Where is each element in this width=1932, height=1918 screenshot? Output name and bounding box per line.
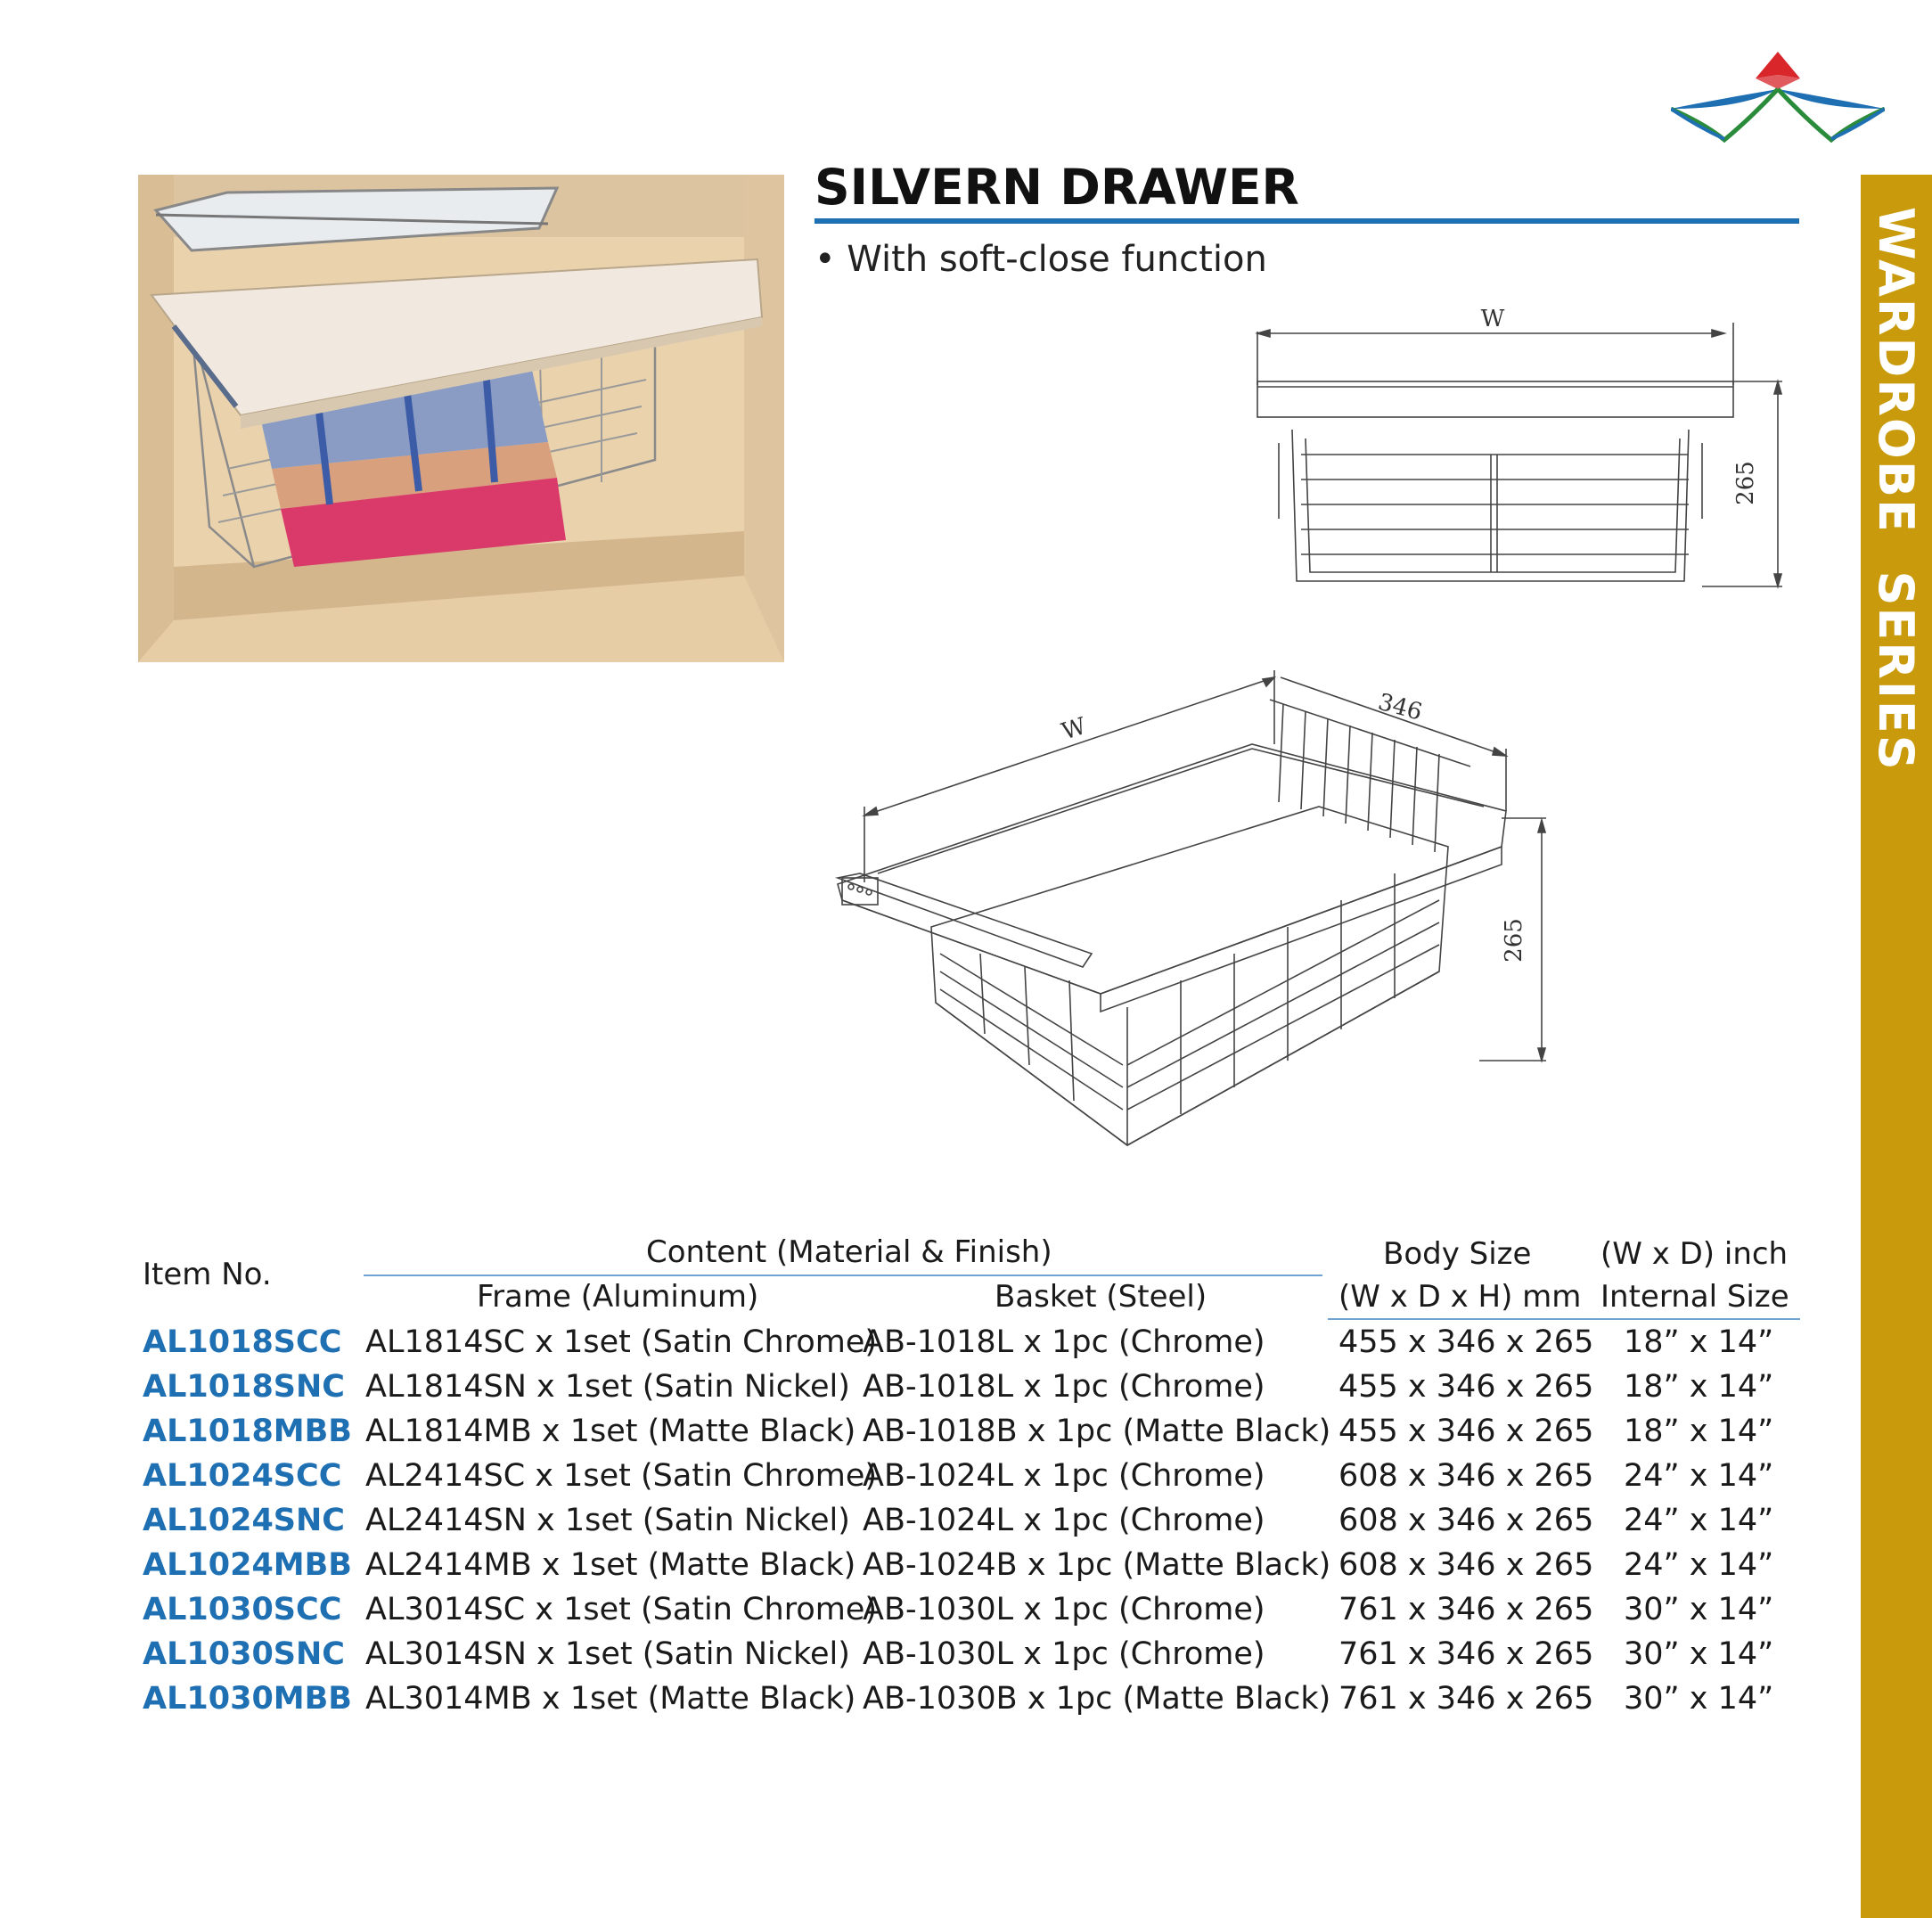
body-size-cell: 455 x 346 x 265 [1338,1414,1594,1449]
table-row [0,1365,1800,1409]
table-row [0,1320,1800,1365]
header-basket: Basket (Steel) [995,1279,1208,1315]
feature-bullet: • With soft-close function [815,239,1267,280]
item-number-cell: AL1018MBB [143,1414,352,1449]
body-size-cell: 761 x 346 x 265 [1338,1636,1594,1672]
basket-cell: AB-1030B x 1pc (Matte Black) [863,1681,1331,1717]
internal-size-cell: 18” x 14” [1624,1414,1774,1449]
header-item-no: Item No. [143,1257,272,1292]
body-size-cell: 608 x 346 x 265 [1338,1458,1594,1494]
frame-cell: AL3014SC x 1set (Satin Chrome) [365,1592,878,1627]
title-underline [815,218,1799,224]
basket-cell: AB-1024B x 1pc (Matte Black) [863,1547,1331,1583]
front-width-label: W [1480,306,1505,332]
item-number-cell: AL1024MBB [143,1547,352,1583]
basket-cell: AB-1030L x 1pc (Chrome) [863,1636,1265,1672]
basket-cell: AB-1018B x 1pc (Matte Black) [863,1414,1331,1449]
table-row [0,1498,1800,1543]
internal-size-cell: 24” x 14” [1624,1503,1774,1538]
body-size-cell: 455 x 346 x 265 [1338,1324,1594,1360]
frame-cell: AL3014MB x 1set (Matte Black) [365,1681,856,1717]
basket-cell: AB-1018L x 1pc (Chrome) [863,1369,1265,1405]
internal-size-cell: 24” x 14” [1624,1458,1774,1494]
basket-cell: AB-1030L x 1pc (Chrome) [863,1592,1265,1627]
basket-cell: AB-1024L x 1pc (Chrome) [863,1503,1265,1538]
internal-size-cell: 30” x 14” [1624,1636,1774,1672]
table-row [0,1409,1800,1454]
header-internal-size: Internal Size [1600,1279,1789,1315]
header-body-size-unit: (W x D x H) mm [1338,1279,1582,1315]
header-body-size: Body Size [1383,1236,1532,1272]
item-number-cell: AL1030SNC [143,1636,345,1672]
item-number-cell: AL1018SCC [143,1324,342,1360]
table-row [0,1587,1800,1632]
series-side-band [1861,175,1932,1918]
series-label: WARDROBE SERIES [1868,207,1924,772]
iso-width-label: W [1058,712,1090,746]
frame-cell: AL2414MB x 1set (Matte Black) [365,1547,856,1583]
basket-cell: AB-1018L x 1pc (Chrome) [863,1324,1265,1360]
frame-cell: AL1814SC x 1set (Satin Chrome) [365,1324,878,1360]
table-row [0,1543,1800,1587]
product-photo [138,175,784,662]
item-number-cell: AL1018SNC [143,1369,345,1405]
item-number-cell: AL1030SCC [143,1592,342,1627]
body-size-cell: 608 x 346 x 265 [1338,1547,1594,1583]
item-number-cell: AL1024SCC [143,1458,342,1494]
item-number-cell: AL1024SNC [143,1503,345,1538]
front-height-label: 265 [1732,461,1759,505]
item-number-cell: AL1030MBB [143,1681,352,1717]
frame-cell: AL2414SN x 1set (Satin Nickel) [365,1503,850,1538]
body-size-cell: 761 x 346 x 265 [1338,1592,1594,1627]
content-header-rule [364,1275,1322,1276]
iso-depth-label: 346 [1375,688,1425,726]
body-size-cell: 455 x 346 x 265 [1338,1369,1594,1405]
body-size-cell: 608 x 346 x 265 [1338,1503,1594,1538]
product-table [0,1320,1800,1730]
product-title: SILVERN DRAWER [815,159,1299,216]
internal-size-cell: 30” x 14” [1624,1681,1774,1717]
frame-cell: AL1814SN x 1set (Satin Nickel) [365,1369,850,1405]
table-row [0,1632,1800,1676]
front-dimension-diagram [1243,305,1796,599]
header-content: Content (Material & Finish) [646,1234,1052,1270]
iso-height-label: 265 [1501,918,1527,963]
internal-size-cell: 30” x 14” [1624,1592,1774,1627]
internal-size-cell: 18” x 14” [1624,1324,1774,1360]
frame-cell: AL1814MB x 1set (Matte Black) [365,1414,856,1449]
brand-logo [1671,46,1885,144]
basket-cell: AB-1024L x 1pc (Chrome) [863,1458,1265,1494]
header-frame: Frame (Aluminum) [477,1279,759,1315]
header-internal-inch: (W x D) inch [1600,1236,1789,1272]
frame-cell: AL3014SN x 1set (Satin Nickel) [365,1636,850,1672]
isometric-dimension-diagram [824,660,1573,1168]
frame-cell: AL2414SC x 1set (Satin Chrome) [365,1458,878,1494]
internal-size-cell: 18” x 14” [1624,1369,1774,1405]
body-size-cell: 761 x 346 x 265 [1338,1681,1594,1717]
table-row [0,1454,1800,1498]
table-row [0,1676,1800,1721]
internal-size-cell: 24” x 14” [1624,1547,1774,1583]
